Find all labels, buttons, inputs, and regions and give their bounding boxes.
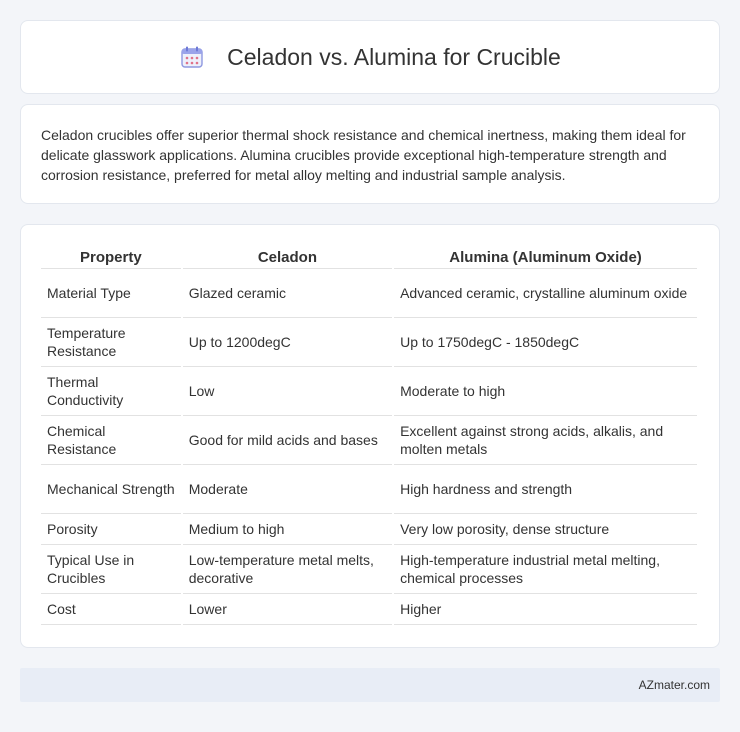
footer-brand: AZmater.com [638, 678, 710, 692]
table-cell: Mechanical Strength [41, 465, 181, 514]
table-row [41, 367, 697, 416]
comparison-table [39, 245, 699, 625]
table-cell: Excellent against strong acids, alkalis, and molten metals [394, 416, 697, 465]
table-cell: Low-temperature metal melts, decorative [183, 545, 392, 594]
page-title: Celadon vs. Alumina for Crucible [227, 43, 561, 70]
table-cell: Thermal Conductivity [41, 367, 181, 416]
table-cell: Higher [394, 594, 697, 625]
table-cell: High-temperature industrial metal melting, chemical processes [394, 545, 697, 594]
table-cell: Low [183, 367, 392, 416]
table-cell: Temperature Resistance [41, 318, 181, 367]
table-cell: Chemical Resistance [41, 416, 181, 465]
table-row [41, 318, 697, 367]
table-cell: Lower [183, 594, 392, 625]
table-cell: Typical Use in Crucibles [41, 545, 181, 594]
table-row [41, 545, 697, 594]
table-cell: Glazed ceramic [183, 269, 392, 318]
table-cell: Material Type [41, 269, 181, 318]
table-cell: Moderate to high [394, 367, 697, 416]
table-cell: Up to 1750degC - 1850degC [394, 318, 697, 367]
calendar-icon [179, 44, 205, 70]
footer-bar [20, 668, 720, 702]
table-cell: Good for mild acids and bases [183, 416, 392, 465]
table-header-row [41, 245, 697, 269]
table-row [41, 465, 697, 514]
table-cell: Medium to high [183, 514, 392, 545]
header-card [20, 20, 720, 94]
table-row [41, 594, 697, 625]
summary-text: Celadon crucibles offer superior thermal shock resistance and chemical inertness, making them ideal for delicate glasswork applications. Alumina crucibles provide exceptional high-temperature strength and corrosion resistance, preferred for metal alloy melting and industrial sample analysis. [41, 127, 686, 183]
table-row [41, 416, 697, 465]
header-alumina: Alumina (Aluminum Oxide) [394, 245, 697, 269]
table-cell: High hardness and strength [394, 465, 697, 514]
summary-card [20, 104, 720, 204]
header-celadon: Celadon [183, 245, 392, 269]
header-property: Property [41, 245, 181, 269]
table-cell: Up to 1200degC [183, 318, 392, 367]
table-cell: Porosity [41, 514, 181, 545]
comparison-table-card [20, 224, 720, 648]
table-row [41, 514, 697, 545]
table-cell: Advanced ceramic, crystalline aluminum oxide [394, 269, 697, 318]
table-cell: Cost [41, 594, 181, 625]
table-cell: Moderate [183, 465, 392, 514]
table-cell: Very low porosity, dense structure [394, 514, 697, 545]
table-row [41, 269, 697, 318]
